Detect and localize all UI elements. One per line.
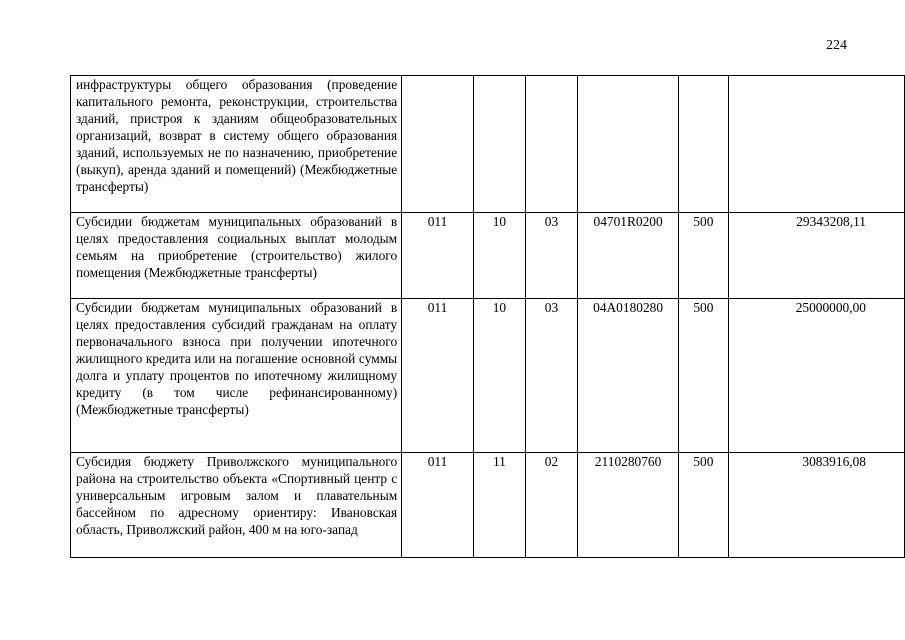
row-description: Субсидии бюджетам муниципальных образований в целях предоставления субсидий гражданам на оплату первоначального взноса при получении ипотечного жилищного кредита или на погашение основной суммы долга и уплату процентов по ипотечному жилищному кредиту (в том числе рефинансированному) (Межбюджетные трансферты): [71, 299, 402, 453]
subsection-code: 03: [525, 213, 577, 299]
subsection-code: [525, 76, 577, 213]
section-code: 10: [473, 213, 525, 299]
ministry-code: [402, 76, 474, 213]
target-code: 04701R0200: [577, 213, 678, 299]
table-row: [71, 76, 905, 213]
subsection-code: 03: [525, 299, 577, 453]
table-row: [71, 453, 905, 558]
target-code: 04А0180280: [577, 299, 678, 453]
ministry-code: 011: [402, 453, 474, 558]
amount: 25000000,00: [728, 299, 905, 453]
expense-type-code: 500: [679, 299, 728, 453]
table-row: [71, 299, 905, 453]
subsection-code: 02: [525, 453, 577, 558]
amount: 29343208,11: [728, 213, 905, 299]
amount: [728, 76, 905, 213]
page-number: 224: [826, 38, 847, 53]
ministry-code: 011: [402, 213, 474, 299]
row-description: Субсидии бюджетам муниципальных образований в целях предоставления социальных выплат молодым семьям на приобретение (строительство) жилого помещения (Межбюджетные трансферты): [71, 213, 402, 299]
table-row: [71, 213, 905, 299]
ministry-code: 011: [402, 299, 474, 453]
row-description: Субсидия бюджету Приволжского муниципального района на строительство объекта «Спортивный центр с универсальным игровым залом и плавательным бассейном по адресному ориентиру: Ивановская область, Приволжский район, 400 м на юго-запад: [71, 453, 402, 558]
budget-table: [70, 75, 905, 558]
expense-type-code: [679, 76, 728, 213]
section-code: [473, 76, 525, 213]
expense-type-code: 500: [679, 213, 728, 299]
row-description: инфраструктуры общего образования (проведение капитального ремонта, реконструкции, строительства зданий, пристроя к зданиям общеобразовательных организаций, возврат в систему общего образования зданий, используемых не по назначению, приобретение (выкуп), аренда зданий и помещений) (Межбюджетные трансферты): [71, 76, 402, 213]
section-code: 11: [473, 453, 525, 558]
expense-type-code: 500: [679, 453, 728, 558]
target-code: 2110280760: [577, 453, 678, 558]
target-code: [577, 76, 678, 213]
amount: 3083916,08: [728, 453, 905, 558]
section-code: 10: [473, 299, 525, 453]
